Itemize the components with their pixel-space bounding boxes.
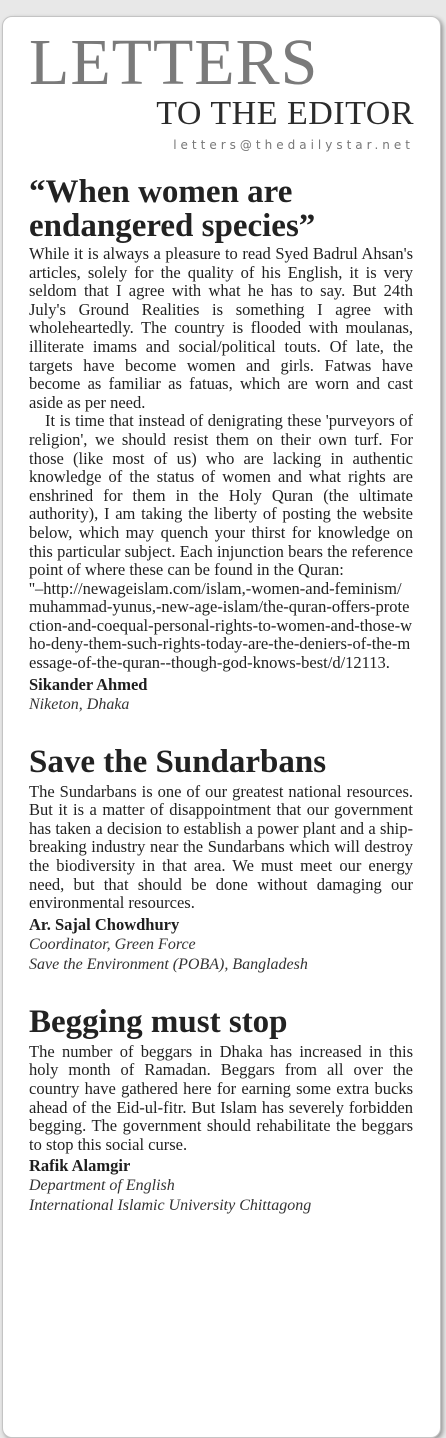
quran-website-link[interactable]: ''–http://newageislam.com/islam,-women-and-feminism/muhammad-yunus,-new-age-islam/the-quran-offers-protection-and-coequal-personal-rights-to-women-and-those-who-deny-them-such-rights-today-are-the-deniers-of-the-message-of-the-quran--though-god-knows-best/d/12113. xyxy=(29,578,413,673)
editor-email-link[interactable]: letters@thedailystar.net xyxy=(173,138,414,152)
letter-author: Ar. Sajal Chowdhury xyxy=(29,914,180,934)
letter-paragraph: While it is always a pleasure to read Syed Badrul Ahsan's articles, solely for the quality of his English, it is very seldom that I agree with what he has to say. But 24th July's Ground Realities is something I agree with wholeheartedly. The country is flooded with moulanas, illiterate imams and social/political touts. Of late, the targets have become women and girls. Fatwas have become as familiar as fatuas, which are worn and cast aside as per need. xyxy=(29,244,413,412)
letter-title-line: endangered species” xyxy=(29,208,316,244)
letters-column xyxy=(29,175,413,1246)
letter-paragraph: The Sundarbans is one of our greatest national resources. But it is a matter of disappointment that our government has taken a decision to establish a power plant and a ship-breaking industry near the Sundarbans which will destroy the biodiversity in that area. We must meet our energy need, but that should be done without damaging our environmental resources. xyxy=(29,781,413,913)
letters-panel xyxy=(2,16,441,1438)
masthead xyxy=(3,17,440,167)
letter-title-line: “When women are xyxy=(29,174,293,210)
letter-paragraph: It is time that instead of denigrating these 'purveyors of religion', we should resist them on their own turf. For those (like most of us) who are lacking in authentic knowledge of the status of women and what rights are enshrined for them in the Holy Quran (the ultimate authority), I am taking the liberty of posting the website below, which may quench your thirst for knowledge on this particular subject. Each injunction bears the reference point of where these can be found in the Quran: xyxy=(29,411,413,580)
letter-title xyxy=(29,175,413,243)
letter-women-endangered xyxy=(29,175,413,715)
letter-title: Save the Sundarbans xyxy=(29,743,327,780)
letter-author: Sikander Ahmed xyxy=(29,674,148,694)
letter-save-sundarbans xyxy=(29,745,413,975)
letter-author-department: Department of English xyxy=(29,1177,175,1195)
letter-author-location: Niketon, Dhaka xyxy=(29,695,130,713)
letter-begging-must-stop xyxy=(29,1005,413,1217)
masthead-title: LETTERS xyxy=(29,26,319,99)
letter-title: Begging must stop xyxy=(29,1003,288,1040)
letter-author: Rafik Alamgir xyxy=(29,1156,131,1176)
letter-author-organization: Save the Environment (POBA), Bangladesh xyxy=(29,955,308,973)
letter-author-institution: International Islamic University Chittagong xyxy=(29,1197,312,1215)
masthead-subtitle: TO THE EDITOR xyxy=(156,95,414,132)
letter-paragraph: The number of beggars in Dhaka has increased in this holy month of Ramadan. Beggars from all over the country have gathered here for earning some extra bucks ahead of the Eid-ul-fitr. But Islam has severely forbidden begging. The government should rehabilitate the beggars to stop this social curse. xyxy=(29,1041,413,1154)
letter-author-role: Coordinator, Green Force xyxy=(29,935,196,953)
